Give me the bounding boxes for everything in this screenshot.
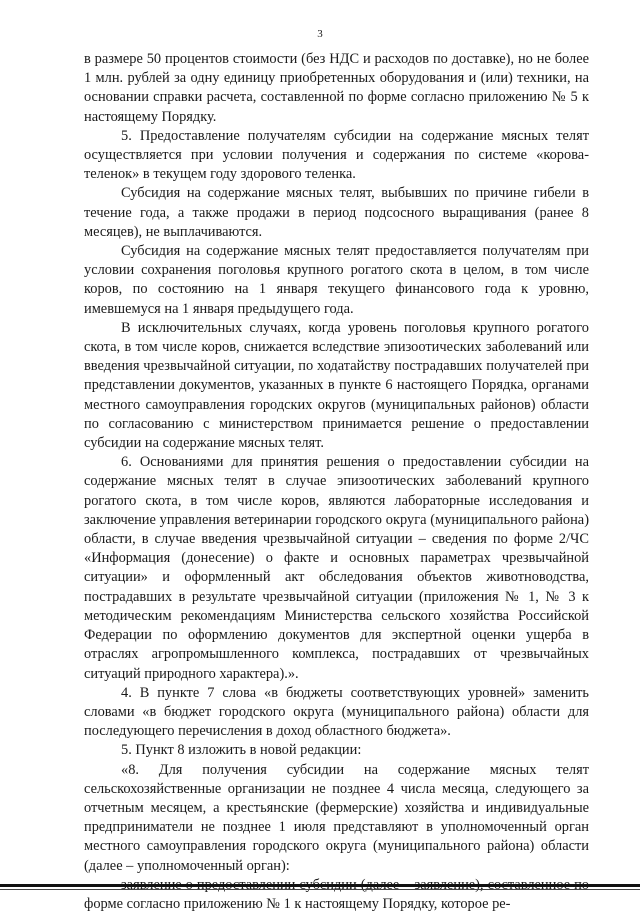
paragraph-item-6-grounds: 6. Основаниями для принятия решения о предоставлении субсидии на содержание мясных телят в случае эпизоотических заболеваний крупного рогатого скота, в том числе коров, являются лабораторные исследования и заключение управления ветеринарии городского округа (муниципального района) области, в случае введения чрезвычайной ситуации – сведения по форме 2/ЧС «Информация (донесение) о факте и основных параметрах чрезвычайной ситуации» и оформленный акт обследования объектов животноводства, пострадавших в результате чрезвычайной ситуации (приложения № 1, № 3 к методическим рекомендациям Министерства сельского хозяйства Российской Федерации по оформлению документов для экспертной оценки ущерба в отраслях агропромышленного комплекса, пострадавших от чрезвычайных ситуаций природного характера).». xyxy=(84,454,589,682)
paragraph-subsidy-amount: в размере 50 процентов стоимости (без НДС и расходов по доставке), но не более 1 млн. рублей за одну единицу приобретенных оборудования и (или) техники, на основании справки расчета, составленной по форме согласно приложению № 5 к настоящему Порядку. xyxy=(84,51,589,125)
paragraph-item-5-amend-8: 5. Пункт 8 изложить в новой редакции: xyxy=(121,742,362,759)
paragraph-calves-not-paid: Субсидия на содержание мясных телят, выбывших по причине гибели в течение года, а также продажи в период подсосного выращивания (ранее 8 месяцев), не выплачиваются. xyxy=(84,185,589,240)
paragraph-application: форме согласно приложению № 1 к настоящему Порядку, которое ре- xyxy=(84,895,511,912)
scan-bottom-edge-thin xyxy=(0,889,640,890)
paragraph-item-5-conditions: 5. Предоставление получателям субсидии на содержание мясных телят осуществляется при условии получения и содержания по системе «корова-теленок» в текущем году здорового теленка. xyxy=(84,127,589,183)
paragraph-item-4-amend-7: 4. В пункте 7 слова «в бюджеты соответствующих уровней» заменить словами «в бюджет городского округа (муниципального района) области для последующего перечисления в доход областного бюджета». xyxy=(84,684,589,740)
scan-bottom-edge xyxy=(0,884,640,887)
page-number: 3 xyxy=(317,28,323,40)
paragraph-new-item-8: «8. Для получения субсидии на содержание мясных телят сельскохозяйственные организации не позднее 4 числа месяца, следующего за отчетным месяцем, а крестьянские (фермерские) хозяйства и индивидуальные предприниматели не позднее 1 июля представляют в уполномоченный орган местного самоуправления городского округа (муниципального района) области (далее – уполномоченный орган): xyxy=(84,761,589,874)
paragraph-livestock-preservation: Субсидия на содержание мясных телят предоставляется получателям при условии сохранения поголовья крупного рогатого скота в целом, в том числе коров, по состоянию на 1 января текущего финансового года к уровню, имевшемуся на 1 января предыдущего года. xyxy=(84,243,589,317)
paragraph-exceptional-cases: В исключительных случаях, когда уровень поголовья крупного рогатого скота, в том числе коров, снижается вследствие эпизоотических заболеваний или введения чрезвычайной ситуации, по ходатайству пострадавших получателей при представлении документов, указанных в пункте 6 настоящего Порядка, органами местного самоуправления городских округов (муниципальных районов) области по согласованию с министерством принимается решение о предоставлении субсидии на содержание мясных телят. xyxy=(84,319,589,452)
document-body xyxy=(84,50,589,914)
